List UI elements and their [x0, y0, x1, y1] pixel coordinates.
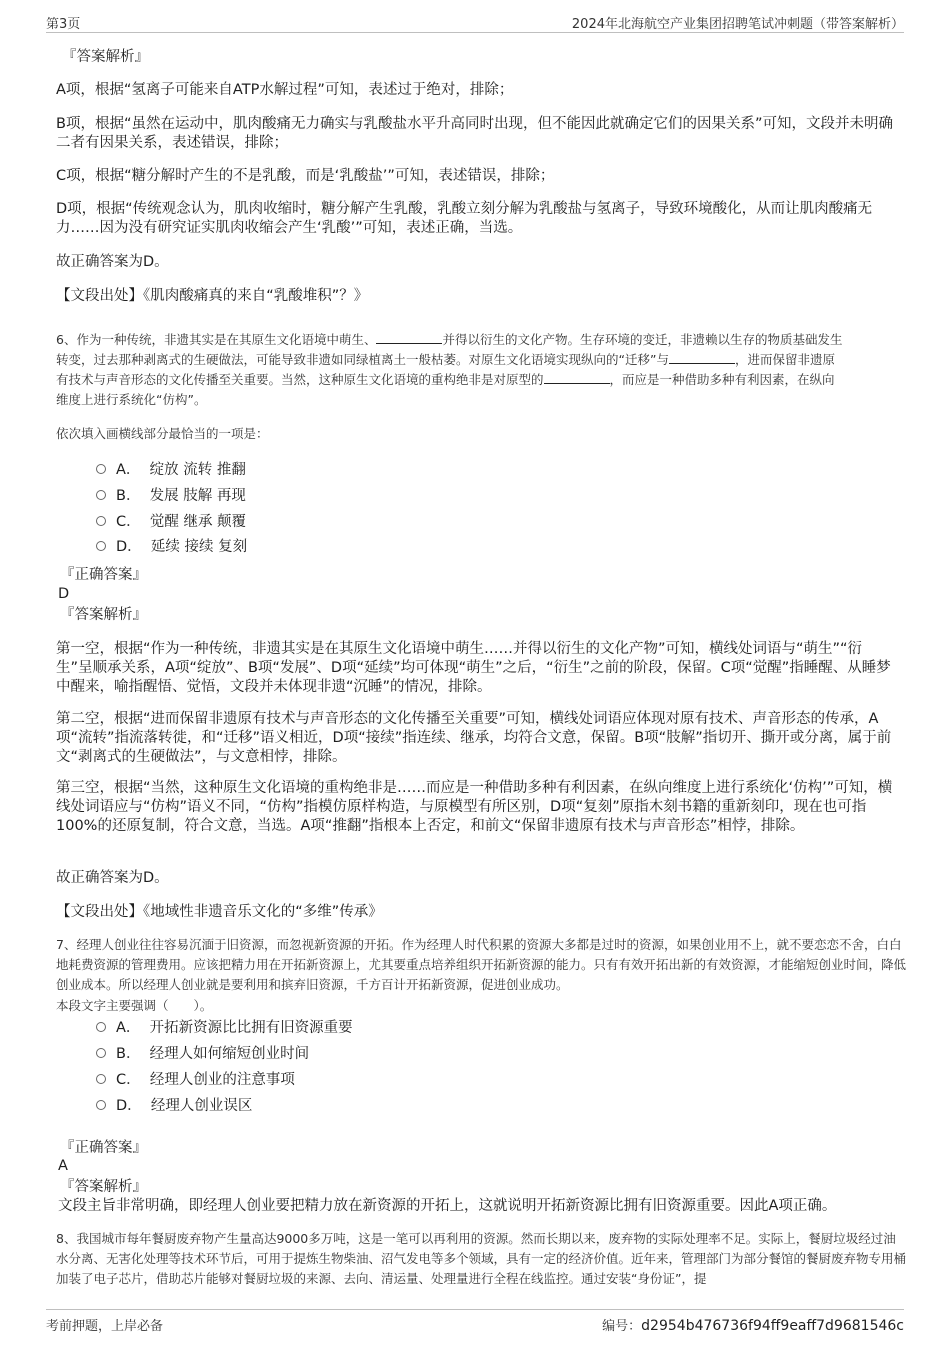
q6-analysis-label: 『答案解析』 [60, 607, 147, 623]
q7-answer-label: 『正确答案』 [60, 1140, 147, 1156]
q7-stem: 7、经理人创业往往容易沉湎于旧资源，而忽视新资源的开拓。作为经理人时代积累的资源大多都是过时的资源，如果创业用不上，就不要恋恋不舍，白白地耗费资源的管理费用。应该把精力用在开拓新资源上，尤其要重点培养组织开拓新资源的能力。只有有效开拓出新的有效资源，才能缩短创业时间，降低创业成本。所以经理人创业就是要利用和摈弃旧资源，千方百计开拓新资源，促进创业成功。 [56, 937, 907, 992]
q7-answer: A [58, 1158, 68, 1174]
page-footer [46, 1309, 904, 1334]
q7-option-d[interactable]: D． 经理人创业误区 [96, 1097, 252, 1116]
q6-analysis-para2: 第二空，根据“进而保留非遗原有技术与声音形态的文化传播至关重要”可知，横线处词语应体现对原有技术、声音形态的传承，A项“流转”指流落转徙，和“迁移”语义相近，D项“接续”指连续、继承，均符合文意，保留。B项“肢解”指切开、撕开或分离，属于前文“剥离式的生硬做法”，与文意相悖，排除。 [56, 711, 892, 765]
radio-icon[interactable] [96, 490, 106, 500]
q7-option-c[interactable]: C． 经理人创业的注意事项 [96, 1071, 295, 1090]
q5-source: 【文段出处】《肌肉酸痛真的来自“乳酸堆积”？》 [56, 288, 369, 304]
page-number: 第3页 [46, 17, 81, 32]
radio-icon[interactable] [96, 1100, 106, 1110]
footer-slogan: 考前押题，上岸必备 [46, 1319, 164, 1334]
document-id: 编号：d2954b476736f94ff9eaff7d9681546c [602, 1318, 904, 1334]
q6-option-c[interactable]: C． 觉醒 继承 颠覆 [96, 513, 246, 532]
q6-answer-label: 『正确答案』 [60, 567, 147, 583]
q6-prompt: 依次填入画横线部分最恰当的一项是： [56, 426, 269, 441]
blank-3 [544, 371, 610, 384]
q7-analysis-label: 『答案解析』 [60, 1179, 147, 1195]
q5-conclusion: 故正确答案为D。 [56, 254, 169, 270]
q6-stem: 6、作为一种传统，非遗其实是在其原生文化语境中萌生、 并得以衍生的文化产物。生存环境的变迁，非遗赖以生存的物质基础发生 转变，过去那种剥离式的生硬做法，可能导致非遗如同绿植离土一般枯萎。对原生文化语境实现纵向的“迁移”与 ，进而保留非遗原 有技术与声音形态的文化传播至关重要。当然，这种原生文化语境的重构绝非是对原型的 ，而应是一种借助多种有利因素，在纵向 维度上进行系统化“仿构”。 [56, 332, 843, 407]
q6-option-b[interactable]: B． 发展 肢解 再现 [96, 487, 246, 506]
q7-prompt: 本段文字主要强调（ ）。 [56, 998, 213, 1013]
q7-option-a[interactable]: A． 开拓新资源比比拥有旧资源重要 [96, 1019, 353, 1038]
q6-option-a[interactable]: A． 绽放 流转 推翻 [96, 461, 246, 480]
page-header [46, 10, 904, 33]
radio-icon[interactable] [96, 516, 106, 526]
q6-analysis-para3: 第三空，根据“当然，这种原生文化语境的重构绝非是……而应是一种借助多种有利因素，在纵向维度上进行系统化‘仿构’”可知，横线处词语应与“仿构”语义不同，“仿构”指模仿原样构造，与原模型有所区别，D项“复刻”原指木刻书籍的重新刻印，现在也可指100%的还原复制，符合文意，当选。A项“推翻”指根本上否定，和前文“保留非遗原有技术与声音形态”相悖，排除。 [56, 780, 893, 834]
q6-analysis-para1: 第一空，根据“作为一种传统，非遗其实是在其原生文化语境中萌生……并得以衍生的文化产物”可知，横线处词语与“萌生”“衍生”呈顺承关系，A项“绽放”、B项“发展”、D项“延续”均可体现“萌生”之后，“衍生”之前的阶段，保留。C项“觉醒”指睡醒、从睡梦中醒来，喻指醒悟、觉悟，文段并未体现非遗“沉睡”的情况，排除。 [56, 641, 891, 695]
q6-source: 【文段出处】《地域性非遗音乐文化的“多维”传承》 [56, 904, 383, 920]
blank-2 [669, 351, 735, 364]
blank-1 [376, 331, 442, 344]
q5-analysis-a: A项，根据“氢离子可能来自ATP水解过程”可知，表述过于绝对，排除； [56, 82, 514, 98]
radio-icon[interactable] [96, 1048, 106, 1058]
q6-conclusion: 故正确答案为D。 [56, 870, 169, 886]
q6-option-d[interactable]: D． 延续 接续 复刻 [96, 538, 247, 557]
q5-analysis-b: B项，根据“虽然在运动中，肌肉酸痛无力确实与乳酸盐水平升高同时出现，但不能因此就确定它们的因果关系”可知，文段并未明确二者有因果关系，表述错误，排除； [56, 116, 893, 151]
radio-icon[interactable] [96, 464, 106, 474]
radio-icon[interactable] [96, 541, 106, 551]
q7-option-b[interactable]: B． 经理人如何缩短创业时间 [96, 1045, 309, 1064]
q6-answer: D [58, 586, 70, 602]
q5-analysis-d: D项，根据“传统观念认为，肌肉收缩时，糖分解产生乳酸，乳酸立刻分解为乳酸盐与氢离子，导致环境酸化，从而让肌肉酸痛无力……因为没有研究证实肌肉收缩会产生‘乳酸’”可知，表述正确，当选。 [56, 201, 873, 236]
q5-analysis-c: C项，根据“糖分解时产生的不是乳酸，而是‘乳酸盐’”可知，表述错误，排除； [56, 168, 555, 184]
radio-icon[interactable] [96, 1074, 106, 1084]
q5-analysis-label: 『答案解析』 [62, 49, 149, 65]
radio-icon[interactable] [96, 1022, 106, 1032]
q8-stem: 8、我国城市每年餐厨废弃物产生量高达9000多万吨，这是一笔可以再利用的资源。然而长期以来，废弃物的实际处理率不足。实际上，餐厨垃圾经过油水分离、无害化处理等技术环节后，可用于提炼生物柴油、沼气发电等多个领域，具有一定的经济价值。近年来，管理部门为部分餐馆的餐厨废弃物专用桶加装了电子芯片，借助芯片能够对餐厨垃圾的来源、去向、清运量、处理量进行全程在线监控。通过安装“身份证”，提 [56, 1231, 907, 1286]
document-title: 2024年北海航空产业集团招聘笔试冲刺题（带答案解析） [571, 17, 904, 32]
q7-analysis: 文段主旨非常明确，即经理人创业要把精力放在新资源的开拓上，这就说明开拓新资源比拥有旧资源重要。因此A项正确。 [58, 1198, 837, 1214]
